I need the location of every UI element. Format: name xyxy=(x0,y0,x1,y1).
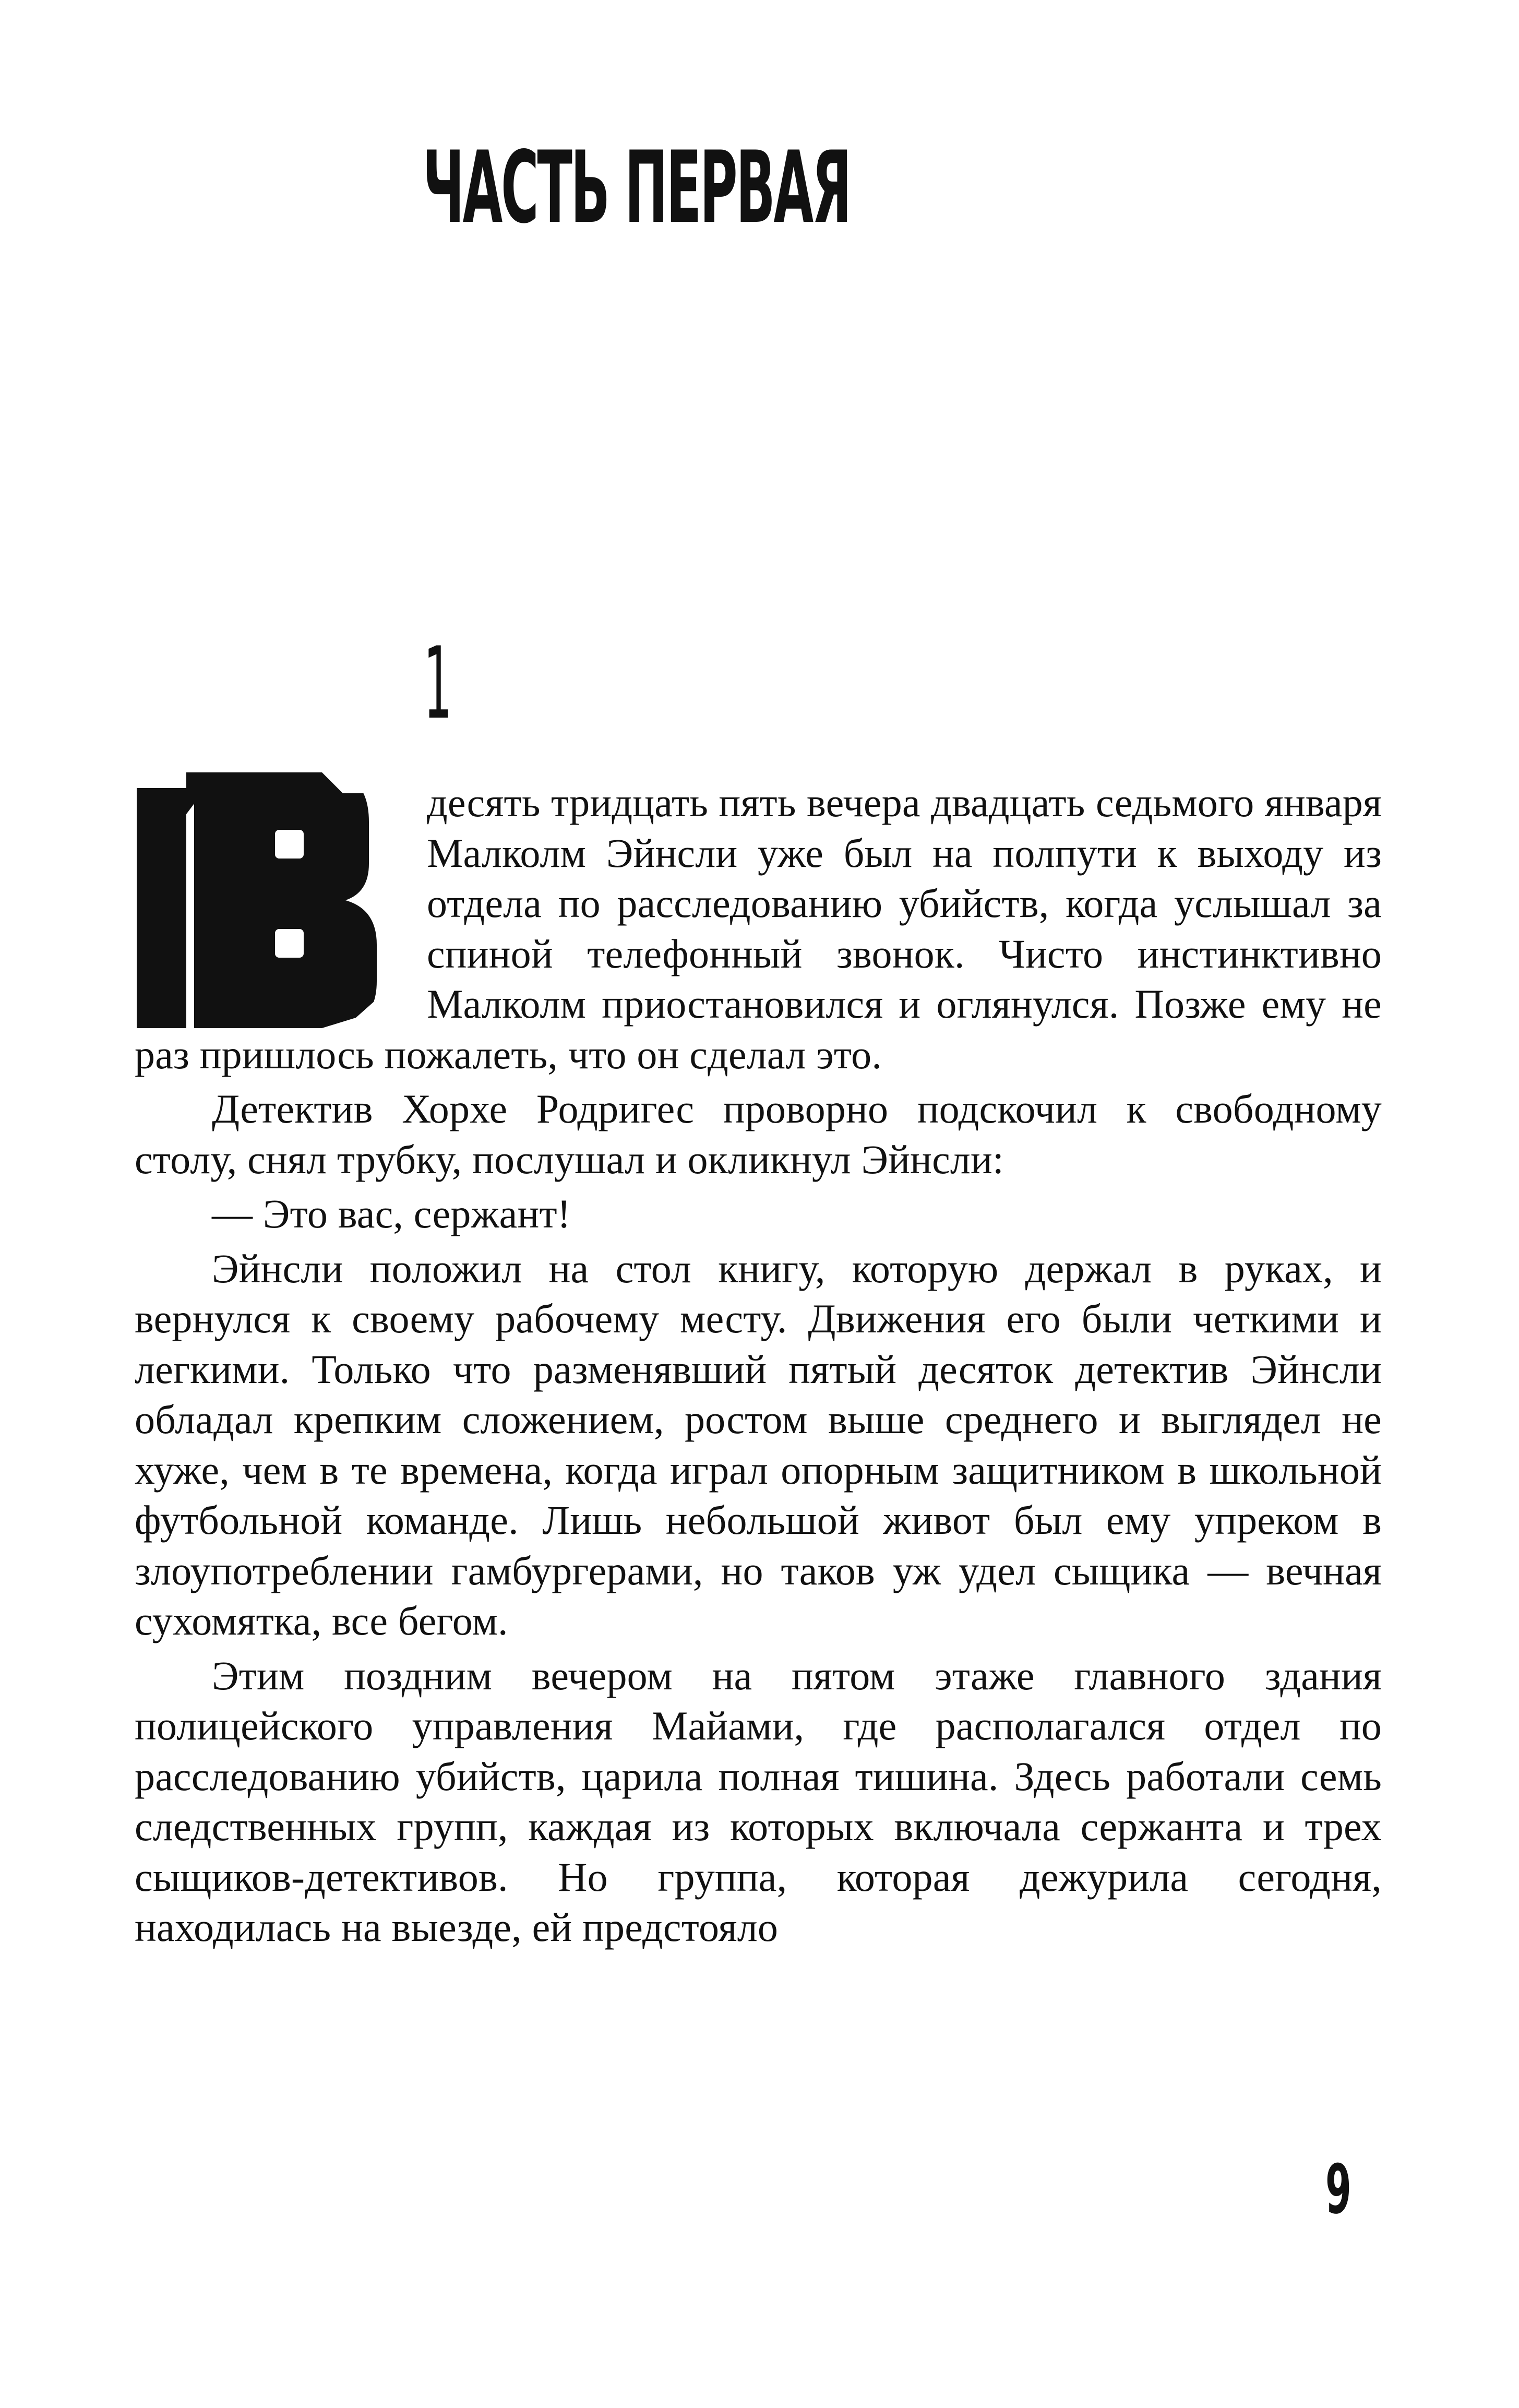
chapter-number: 1 xyxy=(424,626,452,741)
page-number: 9 xyxy=(1325,2150,1351,2229)
body-text xyxy=(135,778,1382,1953)
paragraph: десять тридцать пять вечера двадцать седьмого января Малколм Эйнсли уже был на полпути к выходу из отдела по расследованию убийств, когда услышал за спиной телефонный звонок. Чисто инстинктивно Малколм приостановился и оглянулся. Позже ему не раз пришлось пожалеть, что он сделал это. xyxy=(135,780,1382,1077)
paragraph: — Это вас, сержант! xyxy=(212,1191,571,1236)
part-title: ЧАСТЬ ПЕРВАЯ xyxy=(423,130,850,245)
drop-cap-spacer xyxy=(135,773,427,1024)
paragraph: Этим поздним вечером на пятом этаже главного здания полицейского управления Майами, где располагался отдел по расследованию убийств, царила полная тишина. Здесь работали семь следственных групп, каждая из которых включала сержанта и трех сыщиков-детективов. Но группа, которая дежурила сегодня, находилась на выезде, ей предстояло xyxy=(135,1652,1382,1950)
paragraph: Детектив Хорхе Родригес проворно подскочил к свободному столу, снял трубку, послушал и окликнул Эйнсли: xyxy=(135,1086,1382,1182)
paragraph: Эйнсли положил на стол книгу, которую держал в руках, и вернулся к своему рабочему месту. Движения его были четкими и легкими. Только что разменявший пятый десяток детектив Эйнсли обладал крепким сложением, ростом выше среднего и выглядел не хуже, чем в те времена, когда играл опорным защитником в школьной футбольной команде. Лишь небольшой живот был ему упреком в злоупотреблении гамбургерами, но таков уж удел сыщика — вечная сухомятка, все бегом. xyxy=(135,1245,1382,1643)
